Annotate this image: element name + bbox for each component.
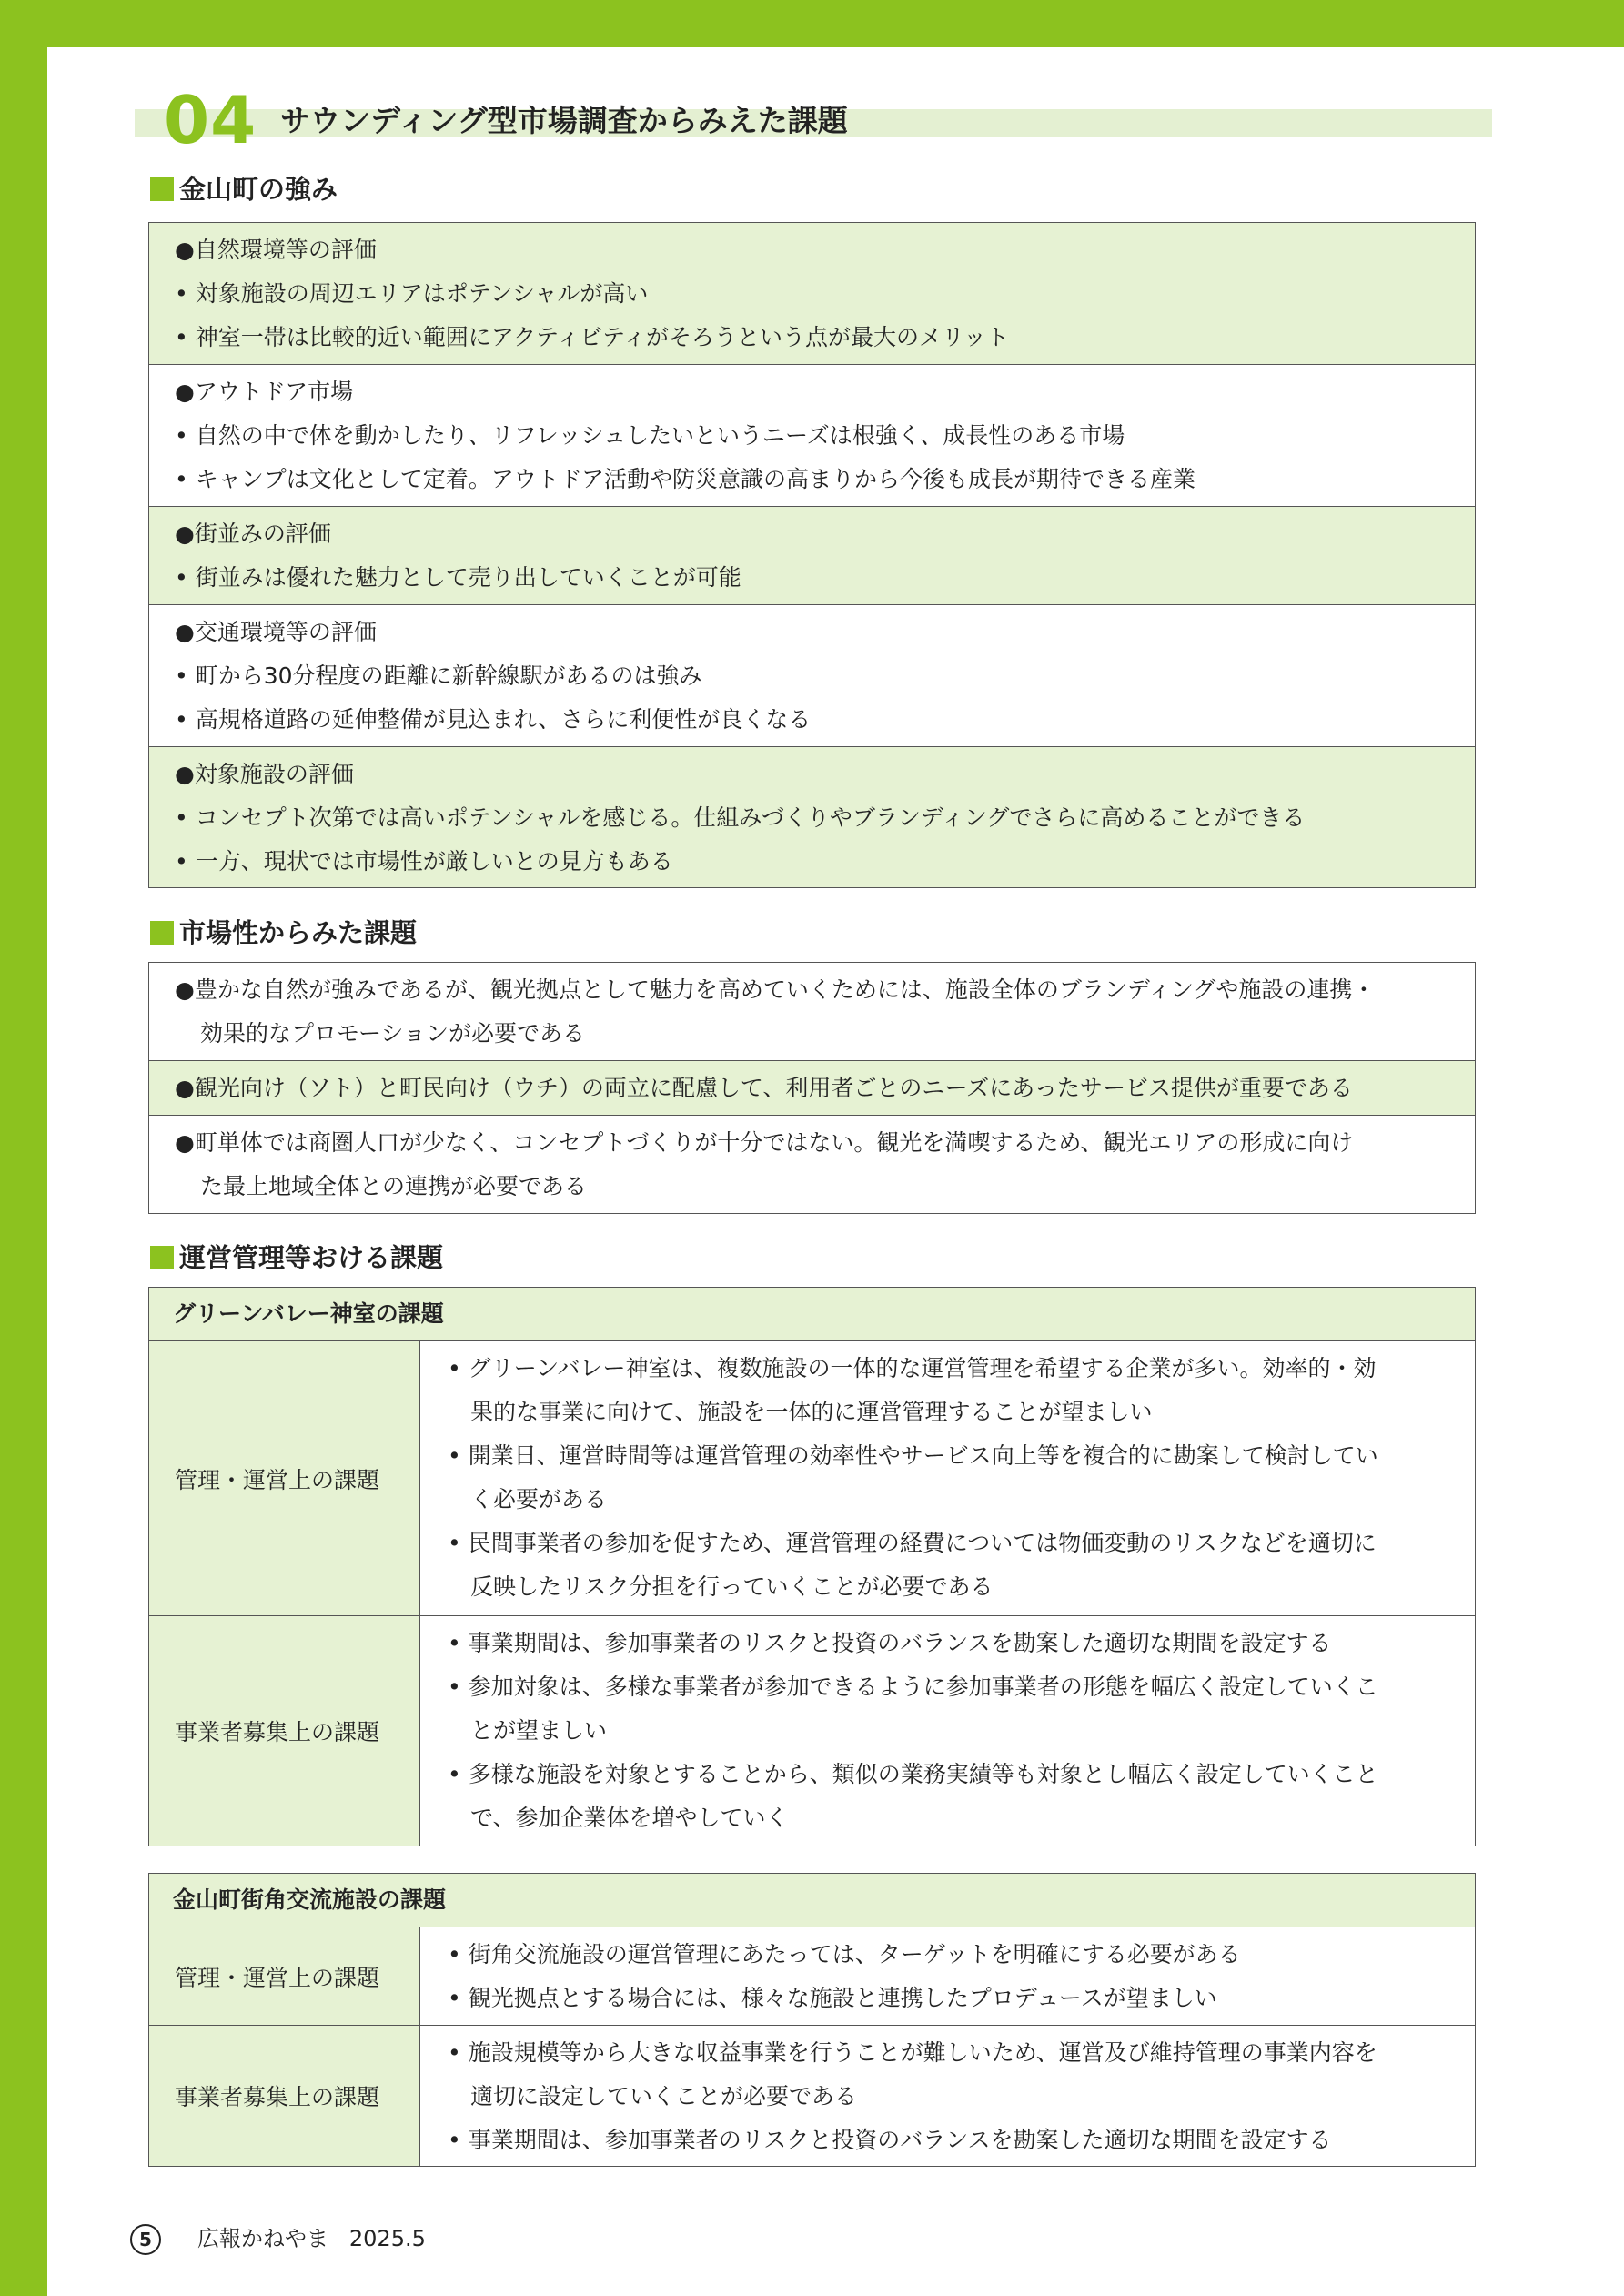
- row-content: [420, 1341, 1475, 1615]
- issue-date: 2025.5: [348, 2226, 426, 2251]
- strength-group: [149, 747, 1475, 887]
- bullet: • 多様な施設を対象とすることから、類似の業務実績等も対象とし幅広く設定していくこと: [448, 1761, 1378, 1787]
- publication-name: 広報かねやま: [197, 2226, 328, 2251]
- bullet: • 観光拠点とする場合には、様々な施設と連携したプロデュースが望ましい: [448, 1985, 1217, 2011]
- item-line: ●豊かな自然が強みであるが、観光拠点として魅力を高めていくためには、施設全体のブランディングや施設の連携・: [175, 976, 1376, 1003]
- strength-group: [149, 223, 1475, 365]
- row-label: 管理・運営上の課題: [149, 1927, 420, 2025]
- bullet: • コンセプト次第では高いポテンシャルを感じる。仕組みづくりやブランディングでさらに高めることができる: [175, 804, 1306, 831]
- top-green-bar: [0, 0, 1624, 47]
- group-title: ●対象施設の評価: [175, 761, 354, 787]
- machikado-table: [148, 1873, 1476, 2167]
- bullet-cont: く必要がある: [470, 1486, 608, 1512]
- table-row: [149, 1927, 1475, 2026]
- strengths-heading: 金山町の強み: [150, 171, 338, 207]
- strength-group: [149, 507, 1475, 605]
- bullet: • 事業期間は、参加事業者のリスクと投資のバランスを勘案した適切な期間を設定する: [448, 1630, 1332, 1656]
- bullet: • 施設規模等から大きな収益事業を行うことが難しいため、運営及び維持管理の事業内容を: [448, 2039, 1377, 2066]
- strength-group: [149, 605, 1475, 747]
- market-heading: 市場性からみた課題: [150, 915, 417, 951]
- item-line: 効果的なプロモーションが必要である: [200, 1020, 586, 1047]
- bullet: • 対象施設の周辺エリアはポテンシャルが高い: [175, 280, 649, 307]
- page-number: 5: [130, 2224, 161, 2255]
- bullet: • 事業期間は、参加事業者のリスクと投資のバランスを勘案した適切な期間を設定する: [448, 2127, 1332, 2153]
- strength-group: [149, 365, 1475, 507]
- square-bullet-icon: [150, 177, 174, 201]
- greenvalley-table: [148, 1287, 1476, 1846]
- bullet-cont: 適切に設定していくことが必要である: [470, 2083, 858, 2109]
- bullet-cont: で、参加企業体を増やしていく: [470, 1805, 789, 1831]
- bullet: • 一方、現状では市場性が厳しいとの見方もある: [175, 848, 673, 875]
- bullet: • 開業日、運営時間等は運営管理の効率性やサービス向上等を複合的に勘案して検討してい: [448, 1442, 1378, 1469]
- table-title: グリーンバレー神室の課題: [149, 1288, 1475, 1341]
- table-row: [149, 1616, 1475, 1846]
- bullet: • 街角交流施設の運営管理にあたっては、ターゲットを明確にする必要がある: [448, 1941, 1241, 1967]
- market-item: [149, 1061, 1475, 1116]
- bullet: • 民間事業者の参加を促すため、運営管理の経費については物価変動のリスクなどを適切に: [448, 1530, 1377, 1556]
- market-item: [149, 1116, 1475, 1213]
- section-number: 04: [164, 82, 257, 158]
- bullet-cont: 果的な事業に向けて、施設を一体的に運営管理することが望ましい: [470, 1399, 1153, 1425]
- table-row: [149, 2026, 1475, 2166]
- group-title: ●アウトドア市場: [175, 379, 354, 405]
- item-line: ●町単体では商圏人口が少なく、コンセプトづくりが十分ではない。観光を満喫するため、観光エリアの形成に向け: [175, 1129, 1354, 1156]
- row-label: 事業者募集上の課題: [149, 1616, 420, 1846]
- item-line: ●観光向け（ソト）と町民向け（ウチ）の両立に配慮して、利用者ごとのニーズにあったサービス提供が重要である: [175, 1075, 1353, 1101]
- square-bullet-icon: [150, 921, 174, 945]
- row-content: [420, 1616, 1475, 1846]
- bullet: • 高規格道路の延伸整備が見込まれ、さらに利便性が良くなる: [175, 706, 812, 733]
- group-title: ●交通環境等の評価: [175, 619, 377, 645]
- market-box: [148, 962, 1476, 1214]
- row-content: [420, 2026, 1475, 2166]
- page-title: サウンディング型市場調査からみえた課題: [280, 103, 848, 138]
- bullet: • 自然の中で体を動かしたり、リフレッシュしたいというニーズは根強く、成長性のある市場: [175, 422, 1125, 449]
- row-label: 管理・運営上の課題: [149, 1341, 420, 1615]
- item-line: た最上地域全体との連携が必要である: [200, 1173, 588, 1199]
- strengths-box: [148, 222, 1476, 888]
- group-title: ●自然環境等の評価: [175, 237, 377, 263]
- bullet-cont: とが望ましい: [470, 1717, 608, 1744]
- bullet: • 神室一帯は比較的近い範囲にアクティビティがそろうという点が最大のメリット: [175, 324, 1009, 350]
- left-green-bar: [0, 0, 47, 2296]
- operation-heading: 運営管理等おける課題: [150, 1239, 443, 1276]
- bullet: • 街並みは優れた魅力として売り出していくことが可能: [175, 564, 741, 591]
- market-item: [149, 963, 1475, 1061]
- bullet: • グリーンバレー神室は、複数施設の一体的な運営管理を希望する企業が多い。効率的・効: [448, 1355, 1377, 1381]
- table-title: 金山町街角交流施設の課題: [149, 1874, 1475, 1927]
- group-title: ●街並みの評価: [175, 521, 331, 547]
- bullet-cont: 反映したリスク分担を行っていくことが必要である: [470, 1573, 994, 1600]
- bullet: • キャンプは文化として定着。アウトドア活動や防災意識の高まりから今後も成長が期待できる産業: [175, 466, 1195, 492]
- square-bullet-icon: [150, 1246, 174, 1269]
- row-label: 事業者募集上の課題: [149, 2026, 420, 2166]
- table-row: [149, 1341, 1475, 1616]
- page-footer: [130, 2219, 426, 2259]
- row-content: [420, 1927, 1475, 2025]
- bullet: • 町から30分程度の距離に新幹線駅があるのは強み: [175, 663, 702, 689]
- bullet: • 参加対象は、多様な事業者が参加できるように参加事業者の形態を幅広く設定していくこ: [448, 1674, 1378, 1700]
